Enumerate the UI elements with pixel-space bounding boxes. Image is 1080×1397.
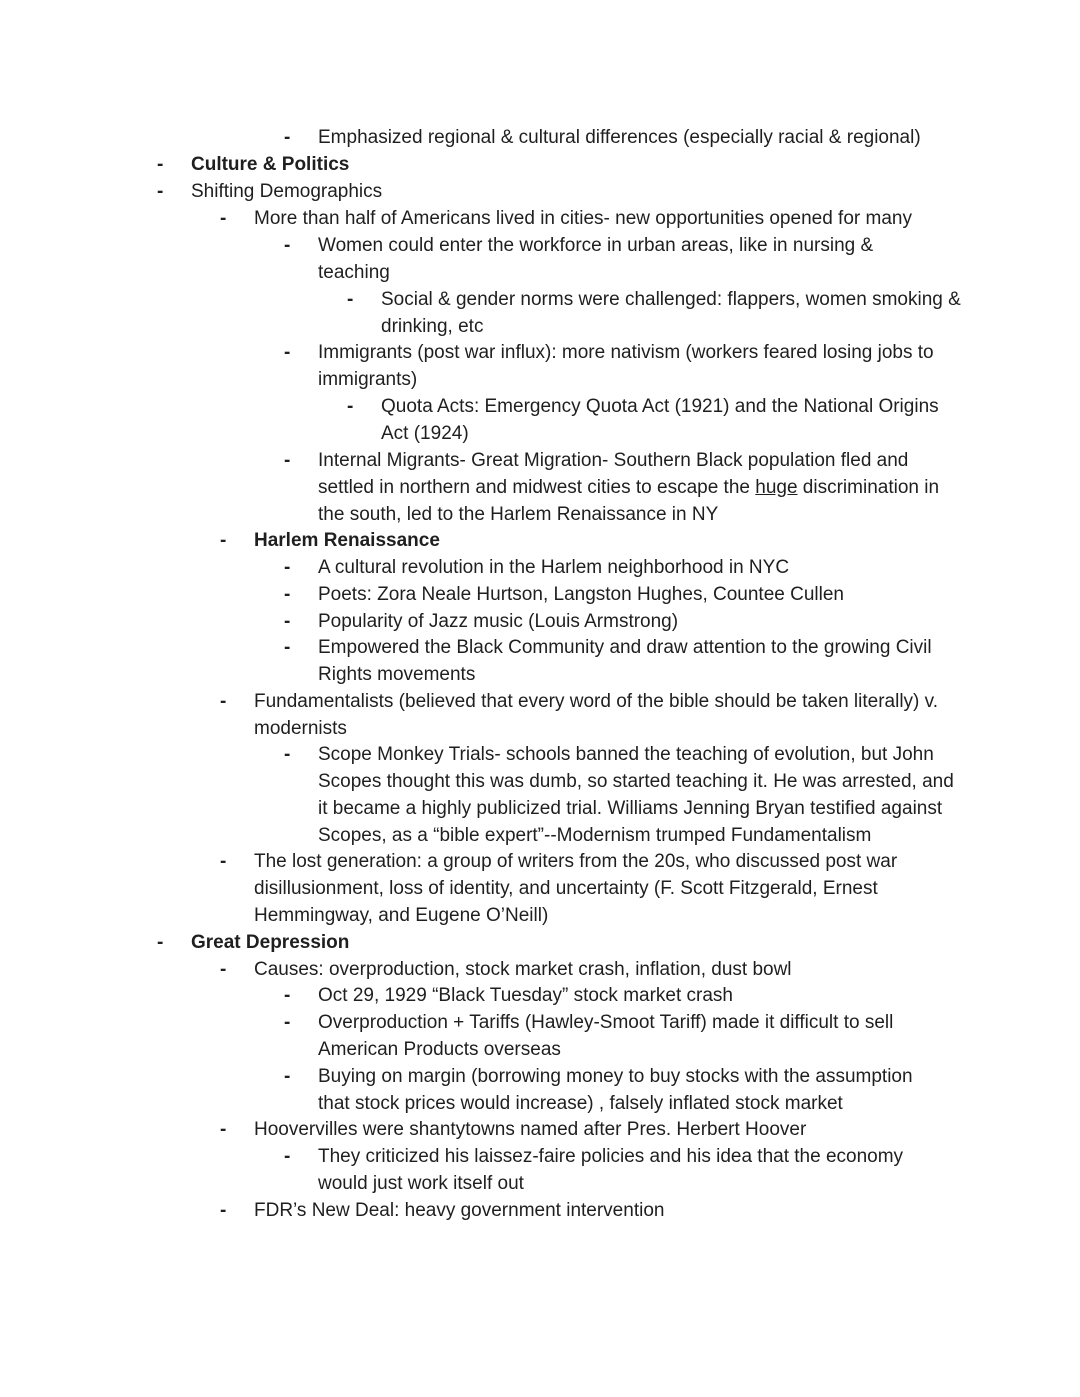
list-item <box>347 287 961 341</box>
item-text-part: discrimination in the south, led to the Harlem Renaissance in NY <box>318 476 940 525</box>
bullet-dash: - <box>157 154 164 175</box>
bullet-dash: - <box>220 1200 227 1221</box>
item-text: FDR’s New Deal: heavy government intervention <box>254 1200 665 1221</box>
bullet-dash: - <box>284 637 291 658</box>
bullet-dash: - <box>284 450 291 471</box>
item-text: Hoovervilles were shantytowns named after Pres. Herbert Hoover <box>254 1119 807 1140</box>
item-text: Oct 29, 1929 “Black Tuesday” stock market crash <box>318 985 734 1006</box>
bullet-dash: - <box>284 1066 291 1087</box>
section-heading <box>157 152 961 179</box>
item-text: Scope Monkey Trials- schools banned the teaching of evolution, but John Scopes thought this was dumb, so started teaching it. He was arrested, and it became a highly publicized trial. Williams Jenning Bryan testified against Scopes, as a “bible expert”--Modernism trumped Fundamentalism <box>318 744 954 846</box>
bullet-dash: - <box>284 342 291 363</box>
item-text: Fundamentalists (believed that every word of the bible should be taken literally) v. modernists <box>254 691 939 739</box>
item-text: Women could enter the workforce in urban areas, like in nursing & teaching <box>318 235 874 283</box>
item-text <box>318 450 939 525</box>
list-item <box>284 448 948 529</box>
bullet-dash: - <box>284 584 291 605</box>
item-text: Overproduction + Tariffs (Hawley-Smoot Tariff) made it difficult to sell American Products overseas <box>318 1012 894 1060</box>
bullet-dash: - <box>220 530 227 551</box>
underlined-word: huge <box>755 476 798 498</box>
list-item <box>220 849 924 930</box>
bullet-dash: - <box>284 611 291 632</box>
bullet-dash: - <box>220 1119 227 1140</box>
list-item <box>157 179 961 206</box>
item-text: More than half of Americans lived in cities- new opportunities opened for many <box>254 208 912 229</box>
bullet-dash: - <box>157 932 164 953</box>
bullet-dash: - <box>220 208 227 229</box>
item-text: Buying on margin (borrowing money to buy stocks with the assumption that stock prices would increase) , falsely inflated stock market <box>318 1066 913 1114</box>
bullet-dash: - <box>284 744 291 765</box>
item-text: A cultural revolution in the Harlem neighborhood in NYC <box>318 557 790 578</box>
bullet-dash: - <box>284 127 291 148</box>
item-text: Immigrants (post war influx): more nativism (workers feared losing jobs to immigrants) <box>318 342 934 390</box>
list-item <box>284 555 958 582</box>
list-item <box>220 957 944 984</box>
bullet-dash: - <box>347 289 354 310</box>
list-item <box>220 1117 944 1144</box>
list-item <box>284 609 958 636</box>
list-item <box>220 1198 944 1225</box>
list-item <box>220 689 944 743</box>
list-item <box>284 1064 943 1118</box>
bullet-dash: - <box>284 1012 291 1033</box>
item-text: Causes: overproduction, stock market crash, inflation, dust bowl <box>254 959 792 980</box>
list-item <box>284 983 958 1010</box>
heading-text: Culture & Politics <box>191 154 350 175</box>
bullet-dash: - <box>220 691 227 712</box>
item-text: Poets: Zora Neale Hurtson, Langston Hughes, Countee Cullen <box>318 584 844 605</box>
item-text: Emphasized regional & cultural differences (especially racial & regional) <box>318 127 921 148</box>
item-text: Empowered the Black Community and draw attention to the growing Civil Rights movements <box>318 637 932 685</box>
section-heading <box>157 930 961 957</box>
bullet-dash: - <box>220 851 227 872</box>
bullet-dash: - <box>284 1146 291 1167</box>
list-item <box>284 233 893 287</box>
heading-text: Great Depression <box>191 932 350 953</box>
item-text: They criticized his laissez-faire policies and his idea that the economy would just work itself out <box>318 1146 904 1194</box>
bullet-dash: - <box>347 396 354 417</box>
bullet-dash: - <box>220 959 227 980</box>
bullet-dash: - <box>284 985 291 1006</box>
item-text: Shifting Demographics <box>191 181 383 202</box>
item-text: The lost generation: a group of writers from the 20s, who discussed post war disillusionment, loss of identity, and uncertainty (F. Scott Fitzgerald, Ernest Hemmingway, and Eugene O’Neill) <box>254 851 898 926</box>
list-item <box>284 340 943 394</box>
list-item <box>284 635 953 689</box>
bullet-dash: - <box>284 235 291 256</box>
item-text: Popularity of Jazz music (Louis Armstrong) <box>318 611 679 632</box>
list-item <box>284 1144 928 1198</box>
item-text: Social & gender norms were challenged: flappers, women smoking & drinking, etc <box>381 289 961 337</box>
list-item <box>284 125 958 152</box>
list-item <box>220 206 944 233</box>
bullet-dash: - <box>157 181 164 202</box>
list-item <box>284 582 958 609</box>
item-text-part: Internal Migrants- Great Migration- Southern Black population fled and settled in northern and midwest cities to escape the <box>318 450 909 498</box>
list-item <box>284 1010 928 1064</box>
list-item <box>284 742 963 850</box>
section-heading <box>220 528 944 555</box>
item-text: Quota Acts: Emergency Quota Act (1921) and the National Origins Act (1924) <box>381 396 939 444</box>
bullet-dash: - <box>284 557 291 578</box>
list-item <box>347 394 956 448</box>
heading-text: Harlem Renaissance <box>254 530 440 551</box>
